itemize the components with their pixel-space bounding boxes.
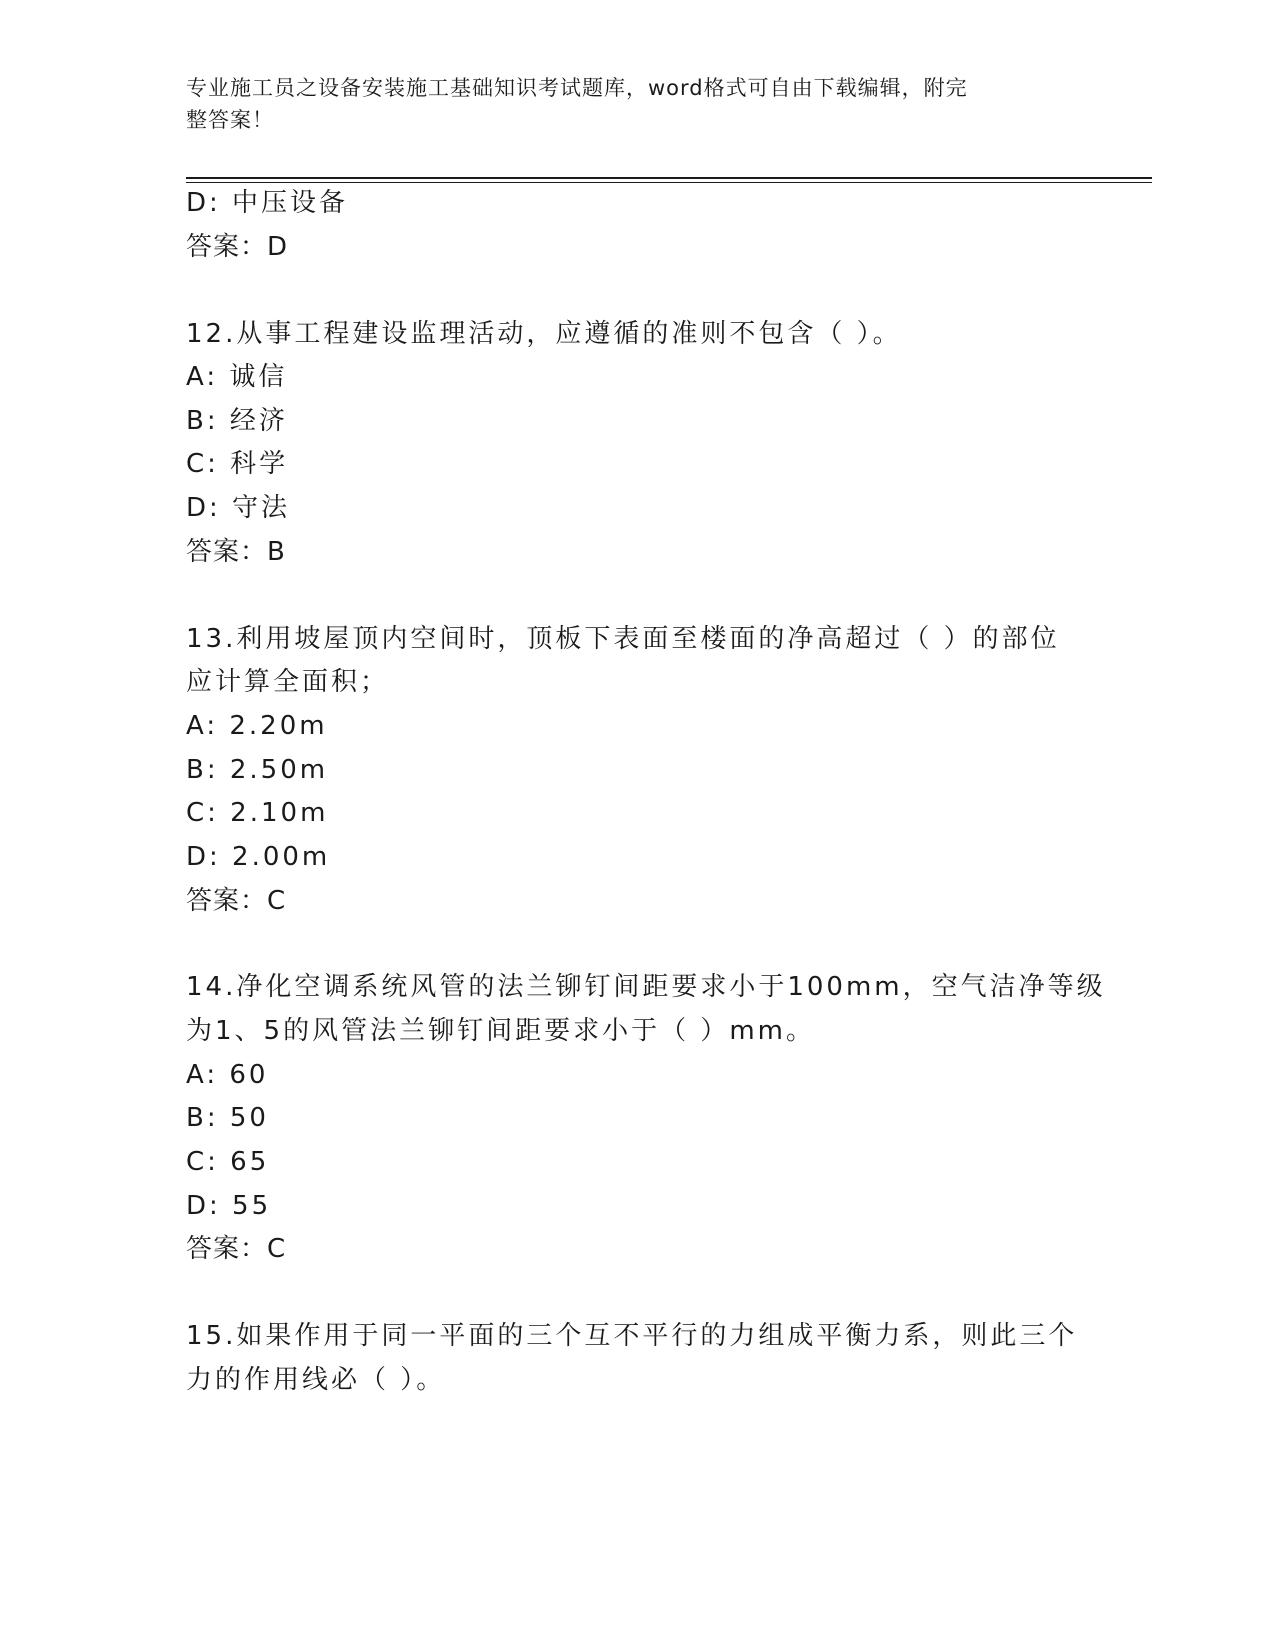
question-13-option-c: C: 2.10m xyxy=(186,798,329,828)
document-header xyxy=(186,72,1066,136)
answer: 答案：D xyxy=(186,232,289,262)
question-12-option-d: D: 守法 xyxy=(186,493,291,523)
question-12-stem: 12.从事工程建设监理活动，应遵循的准则不包含（ ）。 xyxy=(186,319,902,349)
question-12-option-b: B: 经济 xyxy=(186,406,288,436)
question-12-option-a: A: 诚信 xyxy=(186,362,288,392)
header-title-line-1: 专业施工员之设备安装施工基础知识考试题库，word格式可自由下载编辑，附完 xyxy=(186,76,968,100)
option-d: D: 中压设备 xyxy=(186,188,349,218)
header-divider-thick xyxy=(186,177,1152,179)
question-14-option-b: B: 50 xyxy=(186,1103,269,1133)
header-title-line-2: 整答案！ xyxy=(186,108,274,132)
question-14-answer: 答案：C xyxy=(186,1234,287,1264)
question-15-stem-line-2: 力的作用线必（ ）。 xyxy=(186,1365,446,1395)
question-14-option-c: C: 65 xyxy=(186,1147,270,1177)
question-12-option-c: C: 科学 xyxy=(186,449,289,479)
question-14-option-a: A: 60 xyxy=(186,1060,269,1090)
question-13-stem-line-1: 13.利用坡屋顶内空间时，顶板下表面至楼面的净高超过（ ）的部位 xyxy=(186,624,1060,654)
question-14-stem-line-2: 为1、5的风管法兰铆钉间距要求小于（ ）mm。 xyxy=(186,1016,816,1046)
question-14-option-d: D: 55 xyxy=(186,1191,272,1221)
question-13-option-b: B: 2.50m xyxy=(186,755,329,785)
question-14-stem-line-1: 14.净化空调系统风管的法兰铆钉间距要求小于100mm，空气洁净等级 xyxy=(186,972,1106,1002)
question-13-answer: 答案：C xyxy=(186,886,287,916)
question-13-option-a: A: 2.20m xyxy=(186,711,328,741)
question-13-option-d: D: 2.00m xyxy=(186,842,331,872)
question-13-stem-line-2: 应计算全面积； xyxy=(186,667,390,697)
question-15-stem-line-1: 15.如果作用于同一平面的三个互不平行的力组成平衡力系，则此三个 xyxy=(186,1321,1078,1351)
question-12-answer: 答案：B xyxy=(186,537,286,567)
